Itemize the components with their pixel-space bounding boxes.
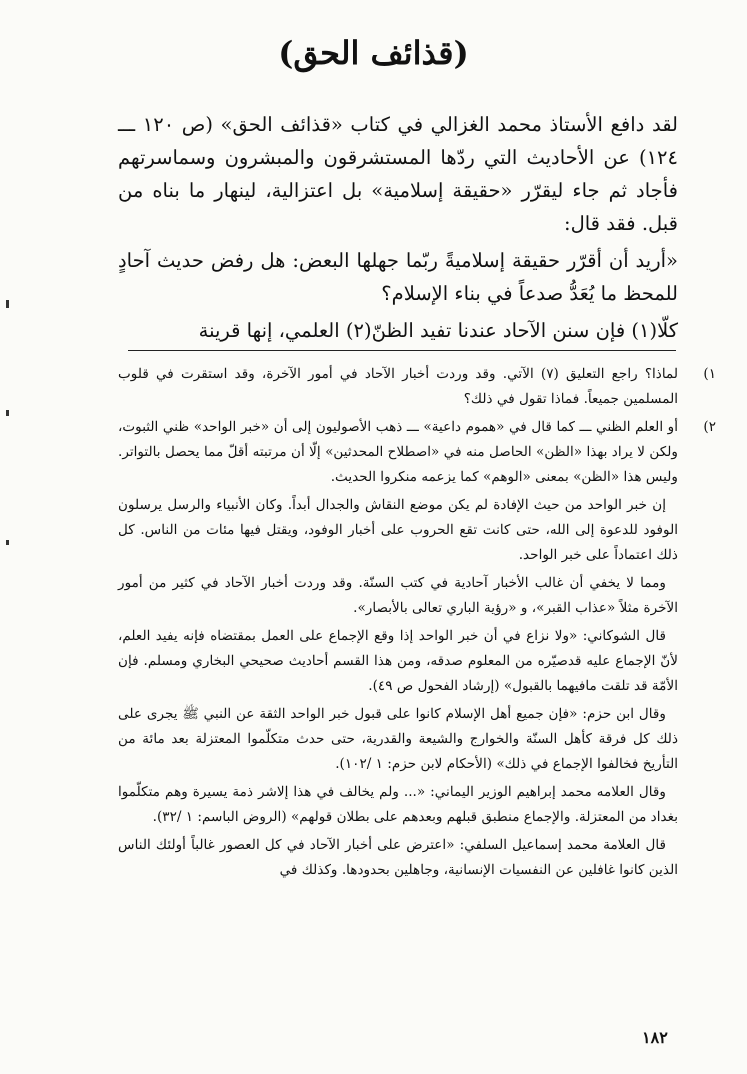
- footnote-continuation-1: إن خبر الواحد من حيث الإفادة لم يكن موضع النقاش والجدال أبداً. وكان الأنبياء والرسل يرسلون الوفود للدعوة إلى الله، حتى كانت تقع الحروب على أخبار الوفود، ويقتل فيها مئات من الناس. كل ذلك اعتماداً على خبر الواحد.: [118, 497, 678, 563]
- page-number: ١٨٢: [642, 1028, 668, 1047]
- body-paragraph-1: لقد دافع الأستاذ محمد الغزالي في كتاب «قذائف الحق» (ص ١٢٠ ـــ ١٢٤) عن الأحاديث التي ردّها المستشرقون والمبشرون وسماسرتهم فأجاد ثم جاء ليقرّر «حقيقة إسلامية» بل اعتزالية، لينهار ما بناه من قبل. فقد قال:: [118, 113, 678, 235]
- footnote-2: [118, 415, 716, 490]
- chapter-heading: (قذائف الحق): [278, 34, 469, 72]
- footnote-text: أو العلم الظني ـــ كما قال في «هموم داعية» ـــ ذهب الأصوليون إلى أن «خبر الواحد» ظني الثبوت، ولكن لا يراد بهذا «الظن» الحاصل منه في «اصطلاح المحدثين» إلّا أن مرتبته أقلّ مما يحصل بالتواتر. وليس هذا «الظن» بمعنى «الوهم» كما يزعمه منكروا الحديث.: [118, 419, 678, 485]
- footnote-text: لماذا؟ راجع التعليق (٧) الآتي. وقد وردت أخبار الآحاد في أمور الآخرة، وقد استقرت في قلوب المسلمين جميعاً. فماذا تقول في ذلك؟: [118, 366, 679, 407]
- footnote-continuation-5: وقال العلامه محمد إبراهيم الوزير اليماني: «... ولم يخالف في هذا إلاشر ذمة يسيرة وهم متكلّموا بغداد من المعتزلة. والإجماع منطبق قبلهم وبعدهم على بطلان قولهم» (الروض الباسم: ١ /٣٢).: [118, 784, 678, 825]
- margin-mark: [6, 540, 9, 545]
- footnote-1: [118, 362, 716, 412]
- footnote-continuation-3: قال الشوكاني: «ولا نزاع في أن خبر الواحد إذا وقع الإجماع على العمل بمقتضاه فإنه يفيد العلم، لأنّ الإجماع عليه قدصيّره من المعلوم صدقه، ومن هذا القسم أحاديث صحيحي البخاري ومسلم. فإن الأمّة قد تلقت مافيهما بالقبول» (إرشاد الفحول ص ٤٩).: [118, 628, 678, 694]
- footnote-continuation-6: قال العلامة محمد إسماعيل السلفي: «اعترض على أخبار الآحاد في كل العصور غالباً أولئك الناس الذين كانوا غافلين عن النفسيات الإنسانية، وجاهلين بحدودها. وكذلك في: [118, 837, 678, 878]
- footnotes: [118, 362, 716, 886]
- body-paragraph-3: كلّا(١) فإن سنن الآحاد عندنا تفيد الظنّ(٢) العلمي، إنها قرينة: [198, 319, 678, 342]
- footnote-number: ٢): [703, 419, 716, 435]
- margin-mark: [6, 410, 9, 416]
- footnote-separator: [128, 350, 676, 351]
- footnote-number: ١): [703, 366, 716, 382]
- footnote-continuation-2: ومما لا يخفي أن غالب الأخبار آحادية في كتب السنّة. وقد وردت أخبار الآحاد في كثير من أمور الآخرة مثلاً «عذاب القبر»، و «رؤية الباري تعالى بالأبصار».: [118, 575, 678, 616]
- footnote-continuation-4: وقال ابن حزم: «فإن جميع أهل الإسلام كانوا على قبول خبر الواحد الثقة عن النبي ﷺ يجرى على ذلك كل فرقة كأهل السنّة والخوارج والشيعة والقدرية، حتى حدث متكلّموا المعتزلة بعد مائة من التأريخ فخالفوا الإجماع في ذلك» (الأحكام لابن حزم: ١ /١٠٢).: [118, 706, 678, 772]
- body-paragraph-2: «أريد أن أقرّر حقيقة إسلاميةً ربّما جهلها البعض: هل رفض حديث آحادٍ للمحظ ما يُعَدُّ صدعاً في بناء الإسلام؟: [118, 249, 678, 305]
- margin-mark: [6, 300, 9, 308]
- main-text: [118, 108, 678, 351]
